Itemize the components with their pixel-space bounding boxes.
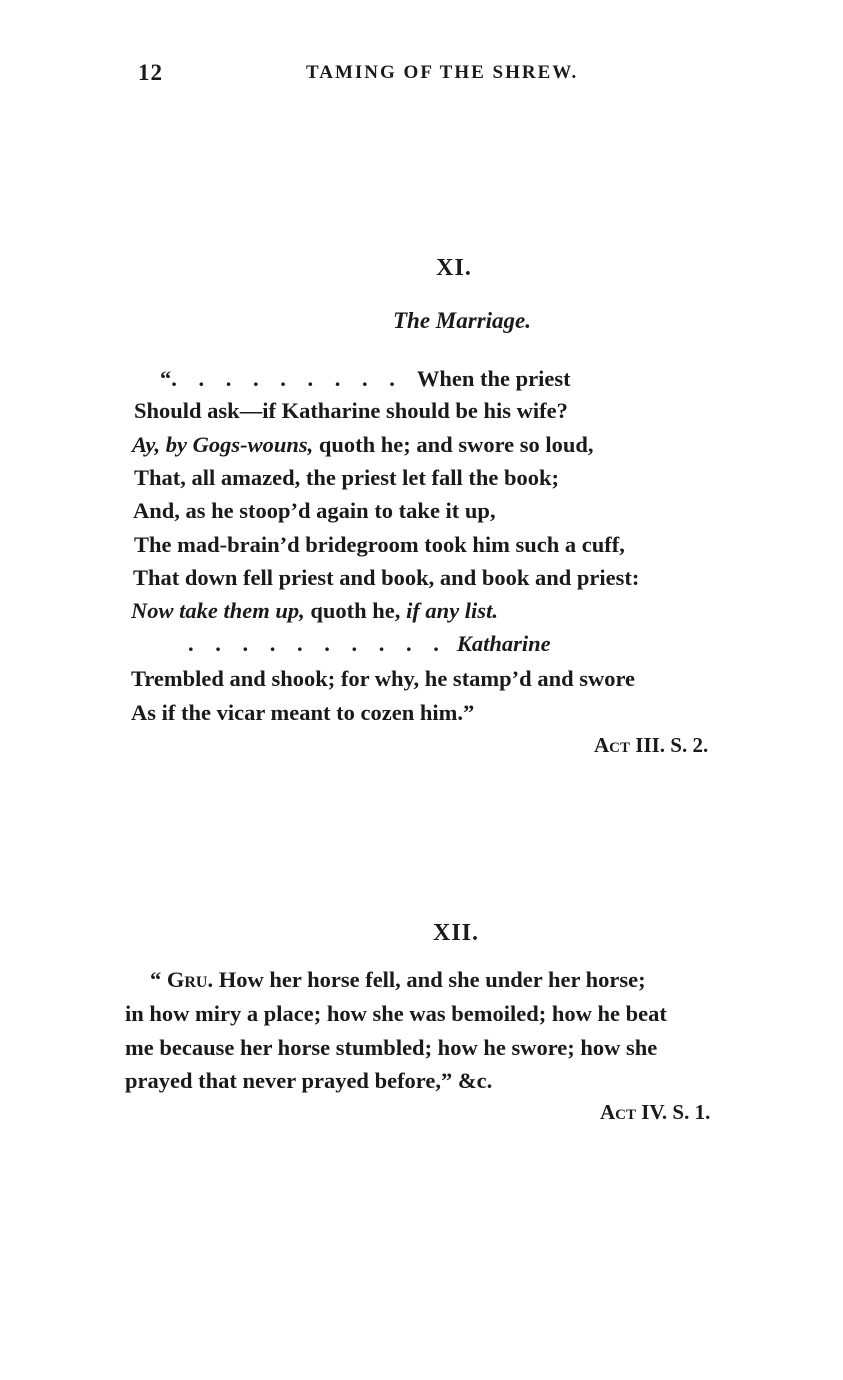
verse-italic-phrase: Now take them up, [131,598,305,623]
verse-line-5: And, as he stoop’d again to take it up, [133,498,496,523]
verse-line-8 [131,598,498,624]
verse-text: quoth he; and swore so loud, [313,432,594,457]
ellipsis-dots: . . . . . . . . . . [188,631,447,656]
act-scene: III. S. 2. [630,733,709,757]
prose-line-1 [150,967,646,993]
verse-line-4: That, all amazed, the priest let fall the book; [134,465,559,490]
verse-line-3 [132,432,594,458]
act-label: Act [600,1100,637,1124]
prose-line-3: me because her horse stumbled; how he swore; how she [125,1035,658,1060]
verse-line-1 [160,366,571,392]
prose-text: How her horse fell, and she under her horse; [213,967,646,992]
section-xi-number: XI. [436,255,472,281]
verse-text: quoth he, [304,598,407,623]
open-quote: “ [160,366,172,391]
verse-line-11: As if the vicar meant to cozen him.” [131,700,475,725]
speaker-name: Gru. [166,967,214,992]
act-label: Act [594,733,631,757]
section-xi-title: The Marriage. [393,308,531,333]
act-scene: IV. S. 1. [636,1100,711,1124]
section-xii-number: XII. [432,920,479,946]
verse-italic-phrase: Ay, by Gogs-wouns, [132,432,314,457]
verse-text: When the priest [416,366,571,391]
verse-line-7: That down fell priest and book, and book and priest: [133,565,640,590]
section-xii-attribution [600,1100,710,1125]
prose-line-4: prayed that never prayed before,” &c. [125,1068,493,1093]
ellipsis-dots: . . . . . . . . . [171,366,403,391]
verse-line-9 [188,631,551,657]
section-xi-attribution [594,733,708,758]
running-title: TAMING OF THE SHREW. [306,62,579,83]
verse-line-2: Should ask—if Katharine should be his wife? [134,398,568,423]
verse-italic-phrase: if any list. [406,598,498,623]
page-number: 12 [138,60,163,85]
verse-italic-name: Katharine [456,631,551,656]
open-quote: “ [150,967,167,992]
prose-line-2: in how miry a place; how she was bemoiled; how he beat [125,1001,667,1026]
verse-line-6: The mad-brain’d bridegroom took him such a cuff, [134,532,625,557]
verse-line-10: Trembled and shook; for why, he stamp’d and swore [131,666,636,691]
